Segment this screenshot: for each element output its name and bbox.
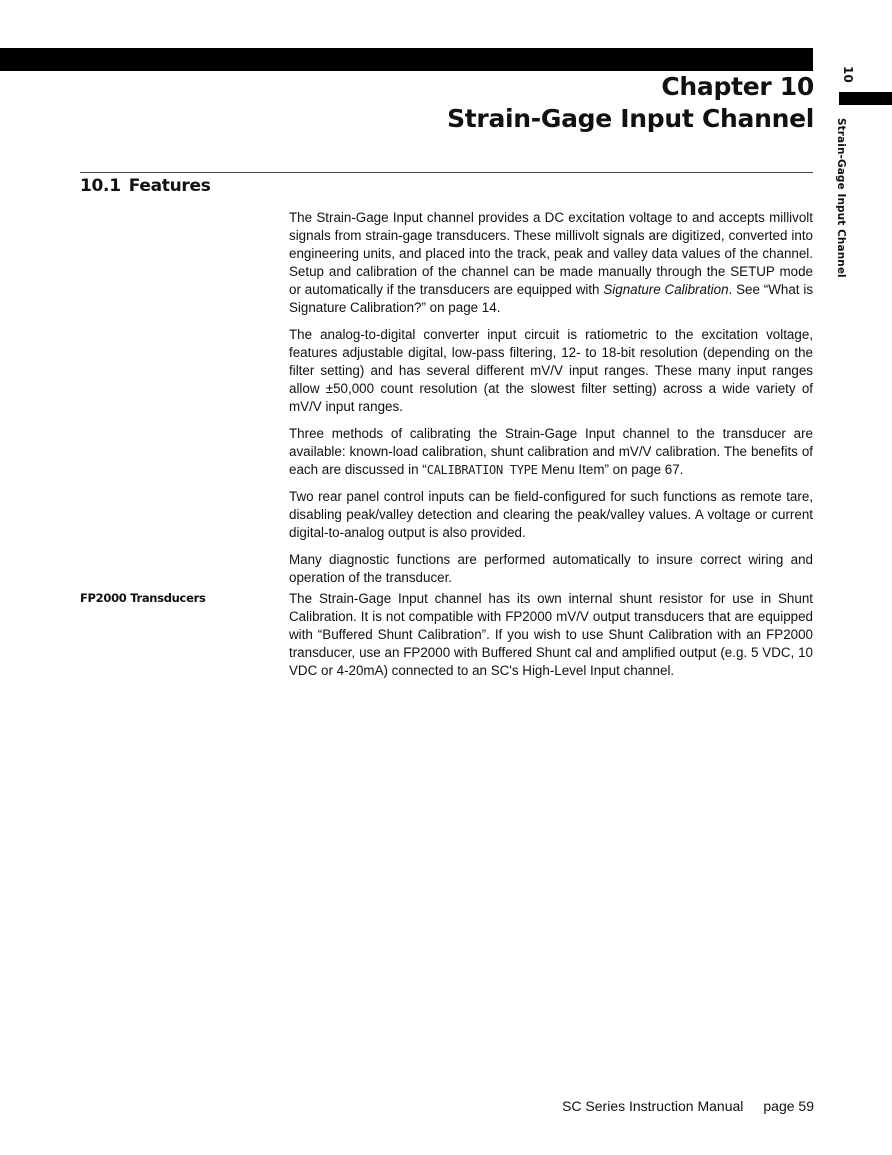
fp2000-text: The Strain-Gage Input channel has its own internal shunt resistor for use in Shunt Calibration. It is not compatible with FP2000 mV/V output transducers that are equipped with “Buffered Shunt Calibration”. If you wish to use Shunt Calibration with an FP2000 transducer, use an FP2000 with Buffered Shunt cal and amplified output (e.g. 5 VDC, 10 VDC or 4-20mA) connected to an SC's High-Level Input channel. [289, 591, 813, 678]
italic-term: Signature Calibration [603, 282, 729, 297]
page-footer [562, 1098, 814, 1114]
side-chapter-title: Strain-Gage Input Channel [835, 118, 847, 278]
side-chapter-number: 10 [841, 66, 855, 83]
paragraph-text: The Strain-Gage Input channel provides a DC excitation voltage to and accepts millivolt signals from strain-gage transducers. These millivolt signals are digitized, converted into engineering units, and placed into the track, peak and valley data values of the channel. Setup and calibration of the channel can be made manually through the SETUP mode or automatically if the transducers are equipped with [289, 210, 813, 297]
section-heading [80, 176, 211, 196]
footer-manual-title: SC Series Instruction Manual [562, 1098, 744, 1114]
section-divider [80, 172, 813, 173]
paragraph-adc: The analog-to-digital converter input circuit is ratiometric to the excitation voltage, features adjustable digital, low-pass filtering, 12- to 18-bit resolution (depending on the filter setting) and has several different mV/V input ranges. These many input ranges allow ±50,000 count resolution (at the slowest filter setting) across a wide variety of mV/V input ranges. [289, 327, 813, 414]
chapter-title: Strain-Gage Input Channel [447, 104, 814, 133]
chapter-label: Chapter 10 [661, 72, 814, 101]
paragraph-text: . See “What is Signature Calibration?” on page 14. [289, 282, 814, 315]
paragraph-control-inputs: Two rear panel control inputs can be field-configured for such functions as remote tare, disabling peak/valley detection and clearing the peak/valley values. A voltage or current digital-to-analog output is also provided. [289, 489, 813, 540]
section-number: 10.1 [80, 176, 121, 196]
paragraph-text: Three methods of calibrating the Strain-Gage Input channel to the transducer are available: known-load calibration, shunt calibration and mV/V calibration. The benefits of each are discussed in “ [289, 426, 813, 477]
paragraph-text: Menu Item” on page 67. [537, 462, 684, 477]
paragraph-calibration [289, 425, 813, 479]
menu-item-name: CALIBRATION TYPE [426, 463, 538, 477]
header-bar [0, 48, 813, 71]
features-body [289, 209, 813, 596]
footer-page-number: page 59 [763, 1098, 814, 1114]
paragraph-overview [289, 209, 813, 317]
fp2000-label: FP2000 Transducers [80, 591, 206, 605]
side-tab-marker [839, 92, 892, 105]
section-title: Features [128, 176, 211, 196]
paragraph-diagnostics: Many diagnostic functions are performed automatically to insure correct wiring and operation of the transducer. [289, 552, 813, 585]
